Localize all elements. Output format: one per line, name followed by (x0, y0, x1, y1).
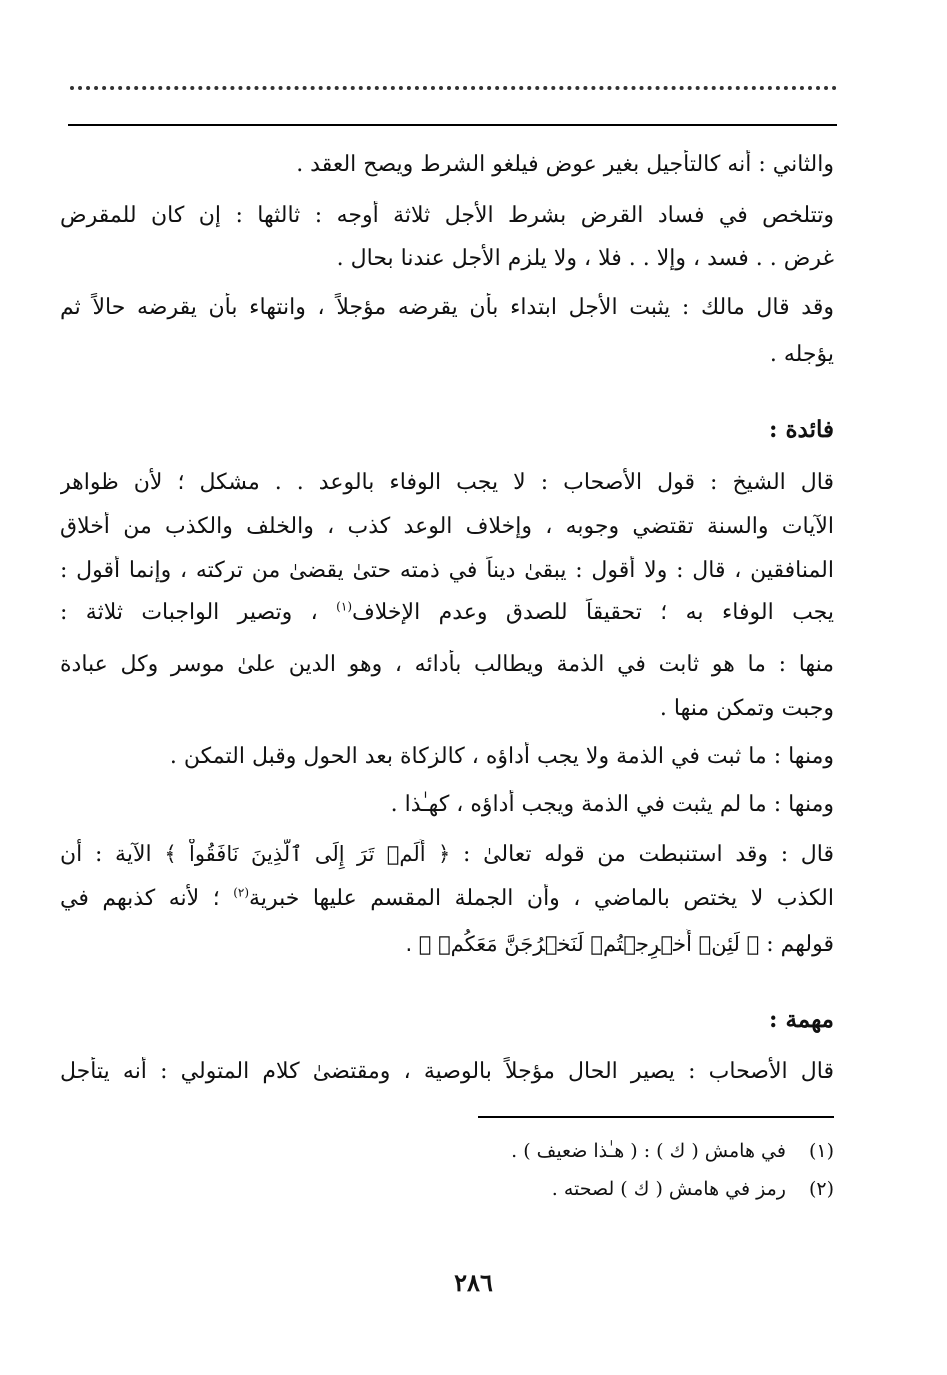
text-line: قال الشيخ : قول الأصحاب : لا يجب الوفاء بالوعد . . مشكل ؛ لأن ظواهر (60, 470, 834, 495)
text-line: الآيات والسنة تقتضي وجوبه ، وإخلاف الوعد كذب ، والخلف والكذب من أخلاق (60, 514, 834, 539)
text-line: وتتلخص في فساد القرض بشرط الأجل ثلاثة أوجه : ثالثها : إن كان للمقرض (60, 203, 834, 228)
text-line: غرض . . فسد ، وإلا . . فلا ، ولا يلزم الأجل عندنا بحال . (336, 246, 834, 271)
footnote-marker: (١) (336, 599, 352, 614)
quran-verse: ﴿ أَلَمۡ تَرَ إِلَى ٱلَّذِينَ نَافَقُواْ ﴾ (164, 842, 451, 866)
line-text: قولهم : (766, 932, 834, 957)
text-line: قال الأصحاب : يصير الحال مؤجلاً بالوصية ، ومقتضىٰ كلام المتولي : أنه يتأجل (60, 1059, 834, 1084)
line-text: الآية : أن (60, 842, 152, 867)
text-line (60, 839, 834, 871)
text-line (60, 598, 834, 630)
line-text: ؛ لأنه كذبهم في (60, 886, 220, 911)
footnote-text: رمز في هامش ( ك ) لصحته . (551, 1178, 786, 1200)
footnote-number: (١) (808, 1140, 834, 1162)
dotted-separator (70, 86, 837, 106)
footnote (334, 1176, 834, 1202)
header-rule (68, 124, 837, 126)
text-line: منها : ما هو ثابت في الذمة ويطالب بأدائه ، وهو الدين علىٰ موسر وكل عبادة (60, 652, 834, 677)
footnote-marker: (٢) (233, 885, 250, 900)
text-line: المنافقين ، قال : ولا أقول : يبقىٰ ديناً في ذمته حتىٰ يقضىٰ من تركته ، وإنما أقول : (60, 558, 834, 583)
footnote (334, 1138, 834, 1164)
text-line: ومنها : ما ثبت في الذمة ولا يجب أداؤه ، كالزكاة بعد الحول وقبل التمكن . (169, 744, 834, 769)
text-line: يؤجله . (769, 342, 834, 367)
text-line: ومنها : ما لم يثبت في الذمة ويجب أداؤه ، كهـٰذا . (390, 792, 834, 817)
footnote-number: (٢) (808, 1178, 834, 1200)
text-line (60, 884, 834, 916)
quran-verse: ﴿ لَئِنۡ أُخۡرِجۡتُمۡ لَنَخۡرُجَنَّ مَعَكُمۡ ﴾ . (405, 932, 760, 956)
line-text: قال : وقد استنبطت من قوله تعالىٰ : (462, 842, 834, 867)
text-line (60, 929, 834, 961)
footnote-rule (478, 1116, 834, 1118)
text-line: وجبت وتمكن منها . (659, 696, 834, 721)
line-text: يجب الوفاء به ؛ تحقيقاً للصدق وعدم الإخلاف (352, 600, 834, 625)
page-number: ٢٨٦ (454, 1268, 493, 1297)
text-line: والثاني : أنه كالتأجيل بغير عوض فيلغو الشرط ويصح العقد . (296, 152, 834, 177)
section-heading-muhimma: مهمة : (768, 1006, 834, 1033)
text-line: وقد قال مالك : يثبت الأجل ابتداء بأن يقرضه مؤجلاً ، وانتهاء بأن يقرضه حالاً ثم (60, 295, 834, 320)
line-text: الكذب لا يختص بالماضي ، وأن الجملة المقسم عليها خبرية (249, 886, 834, 911)
section-heading-faida: فائدة : (768, 416, 834, 443)
line-text: ، وتصير الواجبات ثلاثة : (60, 600, 318, 625)
footnote-text: في هامش ( ك ) : ( هـٰذا ضعيف ) . (511, 1140, 786, 1162)
